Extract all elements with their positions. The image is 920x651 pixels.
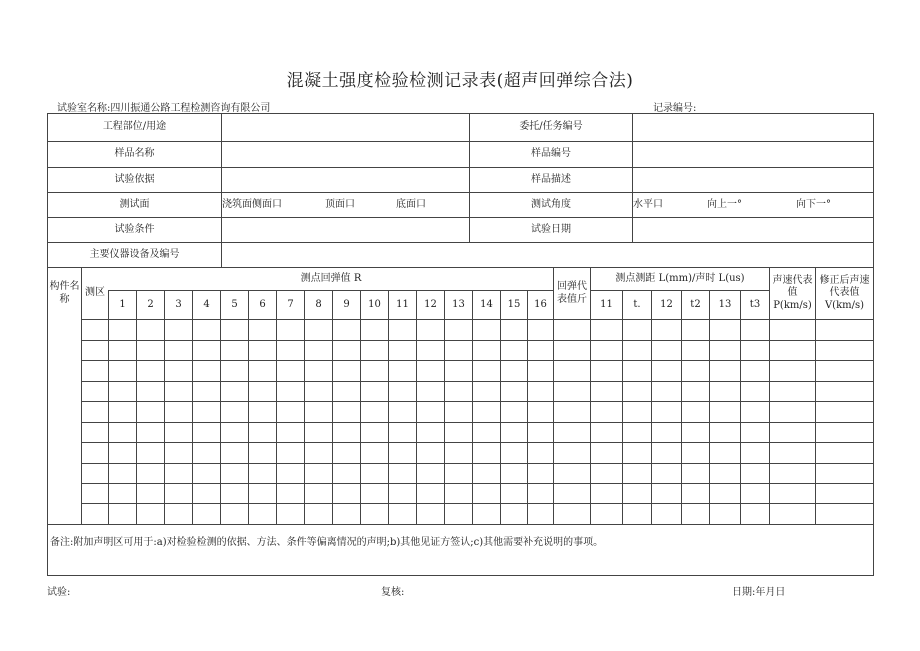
rebound-point-header: 15 bbox=[507, 298, 521, 310]
data-entry-grid[interactable] bbox=[82, 320, 873, 524]
sample-no-field[interactable] bbox=[633, 142, 873, 167]
commission-value-field[interactable] bbox=[633, 114, 873, 141]
equipment-field[interactable] bbox=[222, 243, 873, 267]
speed-rep-header-line2: 值 bbox=[787, 287, 798, 299]
member-name-header-line2: 称 bbox=[59, 293, 70, 305]
distance-header: 测点测距 L(mm)/声时 L(us) bbox=[615, 272, 745, 284]
sample-name-label: 样品名称 bbox=[114, 148, 155, 160]
sample-desc-field[interactable] bbox=[633, 168, 873, 192]
date-label: 日期:年月日 bbox=[732, 587, 786, 598]
speed-rep-header-line3: P(km/s) bbox=[773, 299, 812, 311]
rebound-header: 测点回弹值 R bbox=[300, 272, 362, 284]
basis-field[interactable] bbox=[222, 168, 469, 192]
basis-label: 试验依据 bbox=[114, 173, 155, 185]
angle-option-up[interactable]: 向上一° bbox=[707, 198, 742, 210]
distance-col-header: t. bbox=[633, 298, 641, 310]
commission-label: 委托/任务编号 bbox=[519, 121, 583, 133]
sample-desc-label: 样品描述 bbox=[531, 173, 571, 185]
zone-header: 测区 bbox=[85, 287, 105, 299]
rebound-point-header: 6 bbox=[259, 298, 266, 310]
rebound-point-header: 8 bbox=[315, 298, 322, 310]
angle-option-down[interactable]: 向下一° bbox=[796, 198, 831, 210]
rebound-rep-header bbox=[554, 268, 590, 319]
face-option-side[interactable]: 浇筑面侧面口 bbox=[222, 198, 282, 210]
rebound-point-header: 14 bbox=[480, 298, 493, 310]
rebound-rep-header-line2: 表值斤 bbox=[557, 293, 587, 305]
rebound-point-header: 2 bbox=[147, 298, 154, 310]
lab-name-value: 四川振通公路工程检测咨询有限公司 bbox=[110, 103, 271, 114]
rebound-point-header: 13 bbox=[452, 298, 465, 310]
rebound-point-header: 5 bbox=[231, 298, 238, 310]
face-option-top[interactable]: 顶面口 bbox=[325, 198, 355, 210]
project-label: 工程部位/用途 bbox=[102, 121, 167, 133]
speed-rep-header-line1: 声速代表 bbox=[772, 274, 813, 286]
distance-col-header: 12 bbox=[660, 298, 673, 310]
test-condition-field[interactable] bbox=[222, 218, 469, 242]
remark-text: 备注:附加声明区可用于:a)对检验检测的依据、方法、条件等偏离情况的声明;b)其他见证方签认;c)其他需要补充说明的事项。 bbox=[50, 536, 604, 548]
project-value-field[interactable] bbox=[222, 114, 469, 141]
sample-no-label: 样品编号 bbox=[531, 148, 571, 160]
rebound-point-header: 7 bbox=[287, 298, 294, 310]
rebound-point-header: 4 bbox=[203, 298, 210, 310]
record-number-label: 记录编号: bbox=[653, 103, 697, 114]
distance-col-header: 11 bbox=[600, 298, 613, 310]
rebound-rep-header-line1: 回弹代 bbox=[557, 281, 587, 292]
test-face-label: 测试面 bbox=[119, 198, 150, 210]
member-name-header-line1: 构件名 bbox=[49, 281, 80, 292]
speed-rep-header bbox=[770, 268, 815, 319]
corrected-speed-header-line1: 修正后声速 bbox=[819, 274, 870, 286]
member-name-header bbox=[48, 268, 81, 319]
member-name-cell[interactable] bbox=[48, 320, 81, 524]
sample-name-field[interactable] bbox=[222, 142, 469, 167]
rebound-point-header: 3 bbox=[175, 298, 182, 310]
corrected-speed-header-line3: V(km/s) bbox=[824, 299, 865, 311]
distance-col-header: t2 bbox=[690, 298, 701, 310]
rebound-point-header: 16 bbox=[534, 298, 547, 310]
face-option-bottom[interactable]: 底面口 bbox=[396, 198, 426, 210]
reviewer-label: 复核: bbox=[381, 587, 405, 598]
corrected-speed-header-line2: 代表值 bbox=[829, 287, 860, 299]
distance-col-header: t3 bbox=[749, 298, 761, 310]
test-condition-label: 试验条件 bbox=[114, 223, 155, 235]
tester-label: 试验: bbox=[47, 587, 71, 598]
test-angle-label: 测试角度 bbox=[531, 198, 571, 210]
lab-name-label: 试验室名称: bbox=[57, 103, 111, 114]
rebound-point-header: 1 bbox=[119, 298, 126, 310]
document-title: 混凝土强度检验检测记录表(超声回弹综合法) bbox=[286, 71, 634, 91]
test-date-label: 试验日期 bbox=[531, 223, 571, 235]
test-date-field[interactable] bbox=[633, 218, 873, 242]
rebound-point-header: 12 bbox=[424, 298, 437, 310]
rebound-point-header: 10 bbox=[368, 298, 381, 310]
distance-col-header: 13 bbox=[718, 298, 732, 310]
corrected-speed-header bbox=[816, 268, 873, 319]
equipment-label: 主要仪器设备及编号 bbox=[89, 248, 180, 260]
rebound-point-header: 9 bbox=[343, 298, 350, 310]
rebound-point-header: 11 bbox=[396, 298, 409, 310]
angle-option-horizontal[interactable]: 水平口 bbox=[633, 198, 663, 210]
